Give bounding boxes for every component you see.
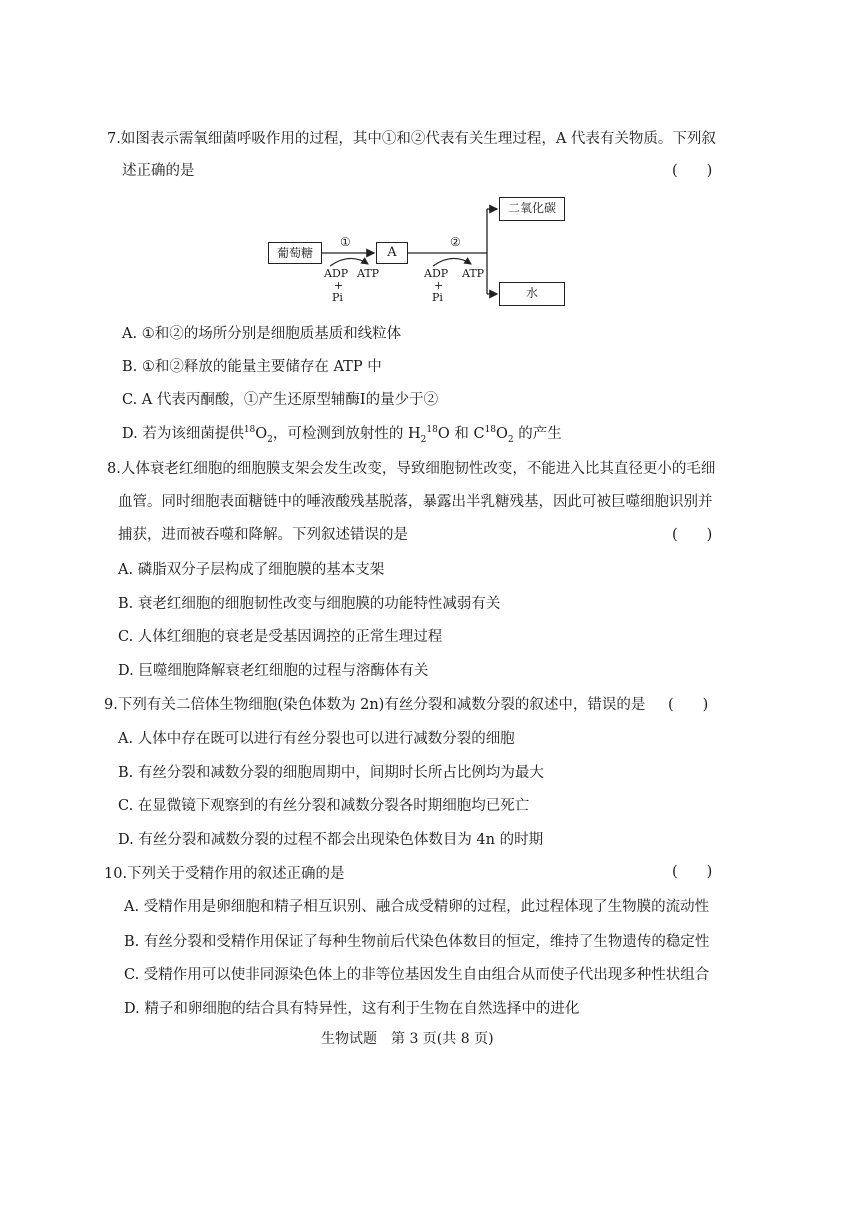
q9-answer-bracket: ( ) <box>668 697 709 713</box>
isotope-18-sup-3: 18 <box>484 425 497 436</box>
q7-stem-line1: 7.如图表示需氧细菌呼吸作用的过程，其中①和②代表有关生理过程，A 代表有关物质。下列叙 <box>107 131 716 147</box>
q7-option-d <box>122 424 562 444</box>
q8-option-d: D. 巨噬细胞降解衰老红细胞的过程与溶酶体有关 <box>118 663 429 679</box>
q10-option-d: D. 精子和卵细胞的结合具有特异性，这有利于生物在自然选择中的进化 <box>124 1001 580 1017</box>
q8-option-b: B. 衰老红细胞的细胞韧性改变与细胞膜的功能特性减弱有关 <box>118 596 501 612</box>
co2-subscript: 2 <box>507 434 514 445</box>
q10-option-c: C. 受精作用可以使非同源染色体上的非等位基因发生自由组合从而使子代出现多种性状组合 <box>124 967 710 983</box>
q7-stem-line2: 述正确的是 <box>122 163 195 179</box>
glucose-box: 葡萄糖 <box>268 242 322 264</box>
h2-subscript: 2 <box>420 434 427 445</box>
q8-answer-bracket: ( ) <box>672 527 713 543</box>
q8-option-c: C. 人体红细胞的衰老是受基因调控的正常生理过程 <box>118 629 443 645</box>
plus-label-1: + <box>334 279 344 292</box>
q9-option-c: C. 在显微镜下观察到的有丝分裂和减数分裂各时期细胞均已死亡 <box>118 798 530 814</box>
q7-option-d-o: O 和 C <box>437 426 485 442</box>
q7-answer-bracket: ( ) <box>672 163 713 179</box>
q10-option-b: B. 有丝分裂和受精作用保证了每种生物前后代染色体数目的恒定，维持了生物遗传的稳定性 <box>124 934 710 950</box>
substance-a-box: A <box>376 242 408 264</box>
q8-stem-line1: 8.人体衰老红细胞的细胞膜支架会发生改变，导致细胞韧性改变，不能进入比其直径更小的毛细 <box>107 461 716 477</box>
q8-stem-line3: 捕获，进而被吞噬和降解。下列叙述错误的是 <box>118 527 408 543</box>
q9-option-a: A. 人体中存在既可以进行有丝分裂也可以进行减数分裂的细胞 <box>118 731 515 747</box>
water-box: 水 <box>499 282 565 306</box>
isotope-18-sup-2: 18 <box>426 425 438 436</box>
plus-label-2: + <box>434 279 444 292</box>
page-footer: 生物试题 第 3 页(共 8 页) <box>321 1031 494 1047</box>
isotope-18-sup: 18 <box>243 425 256 436</box>
q7-option-d-o2: O <box>255 426 268 442</box>
q10-option-a: A. 受精作用是卵细胞和精子相互识别、融合成受精卵的过程，此过程体现了生物膜的流动性 <box>124 899 710 915</box>
q7-option-a: A. ①和②的场所分别是细胞质基质和线粒体 <box>122 326 402 342</box>
q8-stem-line2: 血管。同时细胞表面糖链中的唾液酸残基脱落，暴露出半乳糖残基，因此可被巨噬细胞识别并 <box>118 494 713 510</box>
process-1-label: ① <box>340 235 351 249</box>
q7-option-d-end: 的产生 <box>513 426 562 442</box>
pi-label-2: Pi <box>432 291 443 304</box>
adp-label-1: ADP <box>324 267 349 280</box>
q9-stem: 9.下列有关二倍体生物细胞(染色体数为 2n)有丝分裂和减数分裂的叙述中，错误的是 <box>104 697 646 713</box>
atp-label-2: ATP <box>462 267 485 280</box>
q7-option-d-mid1: ，可检测到放射性的 H <box>272 426 421 442</box>
q7-option-d-pre: D. 若为该细菌提供 <box>122 426 244 442</box>
adp-label-2: ADP <box>424 267 449 280</box>
q7-option-c: C. A 代表丙酮酸，①产生还原型辅酶Ⅰ的量少于② <box>122 392 439 408</box>
q7-option-b: B. ①和②释放的能量主要储存在 ATP 中 <box>122 359 382 375</box>
q9-option-d: D. 有丝分裂和减数分裂的过程不都会出现染色体数目为 4n 的时期 <box>118 832 544 848</box>
atp-label-1: ATP <box>357 267 380 280</box>
process-2-label: ② <box>450 235 461 249</box>
pi-label-1: Pi <box>332 291 343 304</box>
q7-option-d-co2: O <box>496 426 508 442</box>
q9-option-b: B. 有丝分裂和减数分裂的细胞周期中，间期时长所占比例均为最大 <box>118 765 544 781</box>
respiration-diagram <box>0 0 860 320</box>
q10-stem: 10.下列关于受精作用的叙述正确的是 <box>104 866 345 882</box>
q8-option-a: A. 磷脂双分子层构成了细胞膜的基本支架 <box>118 562 385 578</box>
o2-subscript: 2 <box>267 434 273 445</box>
q10-answer-bracket: ( ) <box>672 864 713 880</box>
co2-box: 二氧化碳 <box>499 197 565 221</box>
